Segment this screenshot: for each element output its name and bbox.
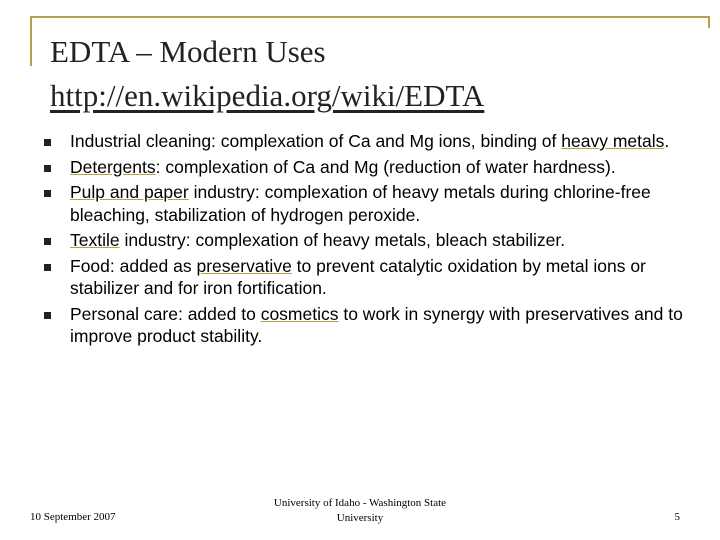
bullet-pulp-and-paper	[44, 181, 684, 226]
slide-title	[50, 30, 484, 118]
square-bullet-icon	[44, 312, 51, 319]
square-bullet-icon	[44, 264, 51, 271]
slide-title-link[interactable]: http://en.wikipedia.org/wiki/EDTA	[50, 78, 485, 113]
link-preservative[interactable]: preservative	[196, 255, 292, 276]
frame-top-rule	[30, 16, 710, 18]
square-bullet-icon	[44, 165, 51, 172]
slide-title-text: EDTA – Modern Uses	[50, 34, 326, 69]
link-pulp-and-paper[interactable]: Pulp and paper	[70, 182, 189, 202]
footer-institution	[250, 496, 470, 526]
link-detergents[interactable]: Detergents	[70, 156, 156, 177]
frame-left-rule	[30, 16, 32, 66]
bullet-detergents	[44, 156, 684, 179]
square-bullet-icon	[44, 190, 51, 197]
bullet-text: industry: complexation of heavy metals, bleach stabilizer.	[119, 230, 566, 250]
bullet-text-after: .	[664, 131, 670, 151]
bullet-text: : complexation of Ca and Mg (reduction of water hardness).	[155, 156, 616, 177]
bullet-food	[44, 255, 684, 300]
bullet-list	[44, 130, 684, 351]
footer-page-number: 5	[674, 511, 680, 523]
link-textile[interactable]: Textile	[70, 230, 120, 250]
footer-date: 10 September 2007	[30, 511, 116, 523]
bullet-textile	[44, 229, 684, 252]
bullet-text: industry: complexation of heavy metals during chlorine-free bleaching, stabilization of hydrogen peroxide.	[70, 182, 651, 225]
footer-institution-line2: University	[336, 512, 384, 524]
bullet-text: to work in synergy with preservatives and to improve product stability.	[70, 303, 683, 346]
bullet-text-before: Personal care: added to	[70, 303, 261, 324]
bullet-text: to prevent catalytic oxidation by metal ions or stabilizer and for iron fortification.	[70, 255, 646, 298]
link-cosmetics[interactable]: cosmetics	[260, 303, 339, 324]
square-bullet-icon	[44, 139, 51, 146]
frame-right-tick	[708, 16, 710, 28]
footer-institution-line1: University of Idaho - Washington State	[273, 497, 447, 509]
bullet-industrial-cleaning	[44, 130, 684, 153]
bullet-text: Industrial cleaning: complexation of Ca and Mg ions, binding of	[70, 131, 562, 151]
bullet-text-before: Food: added as	[70, 255, 197, 276]
square-bullet-icon	[44, 238, 51, 245]
bullet-personal-care	[44, 303, 684, 348]
link-heavy-metals[interactable]: heavy metals	[561, 131, 665, 151]
